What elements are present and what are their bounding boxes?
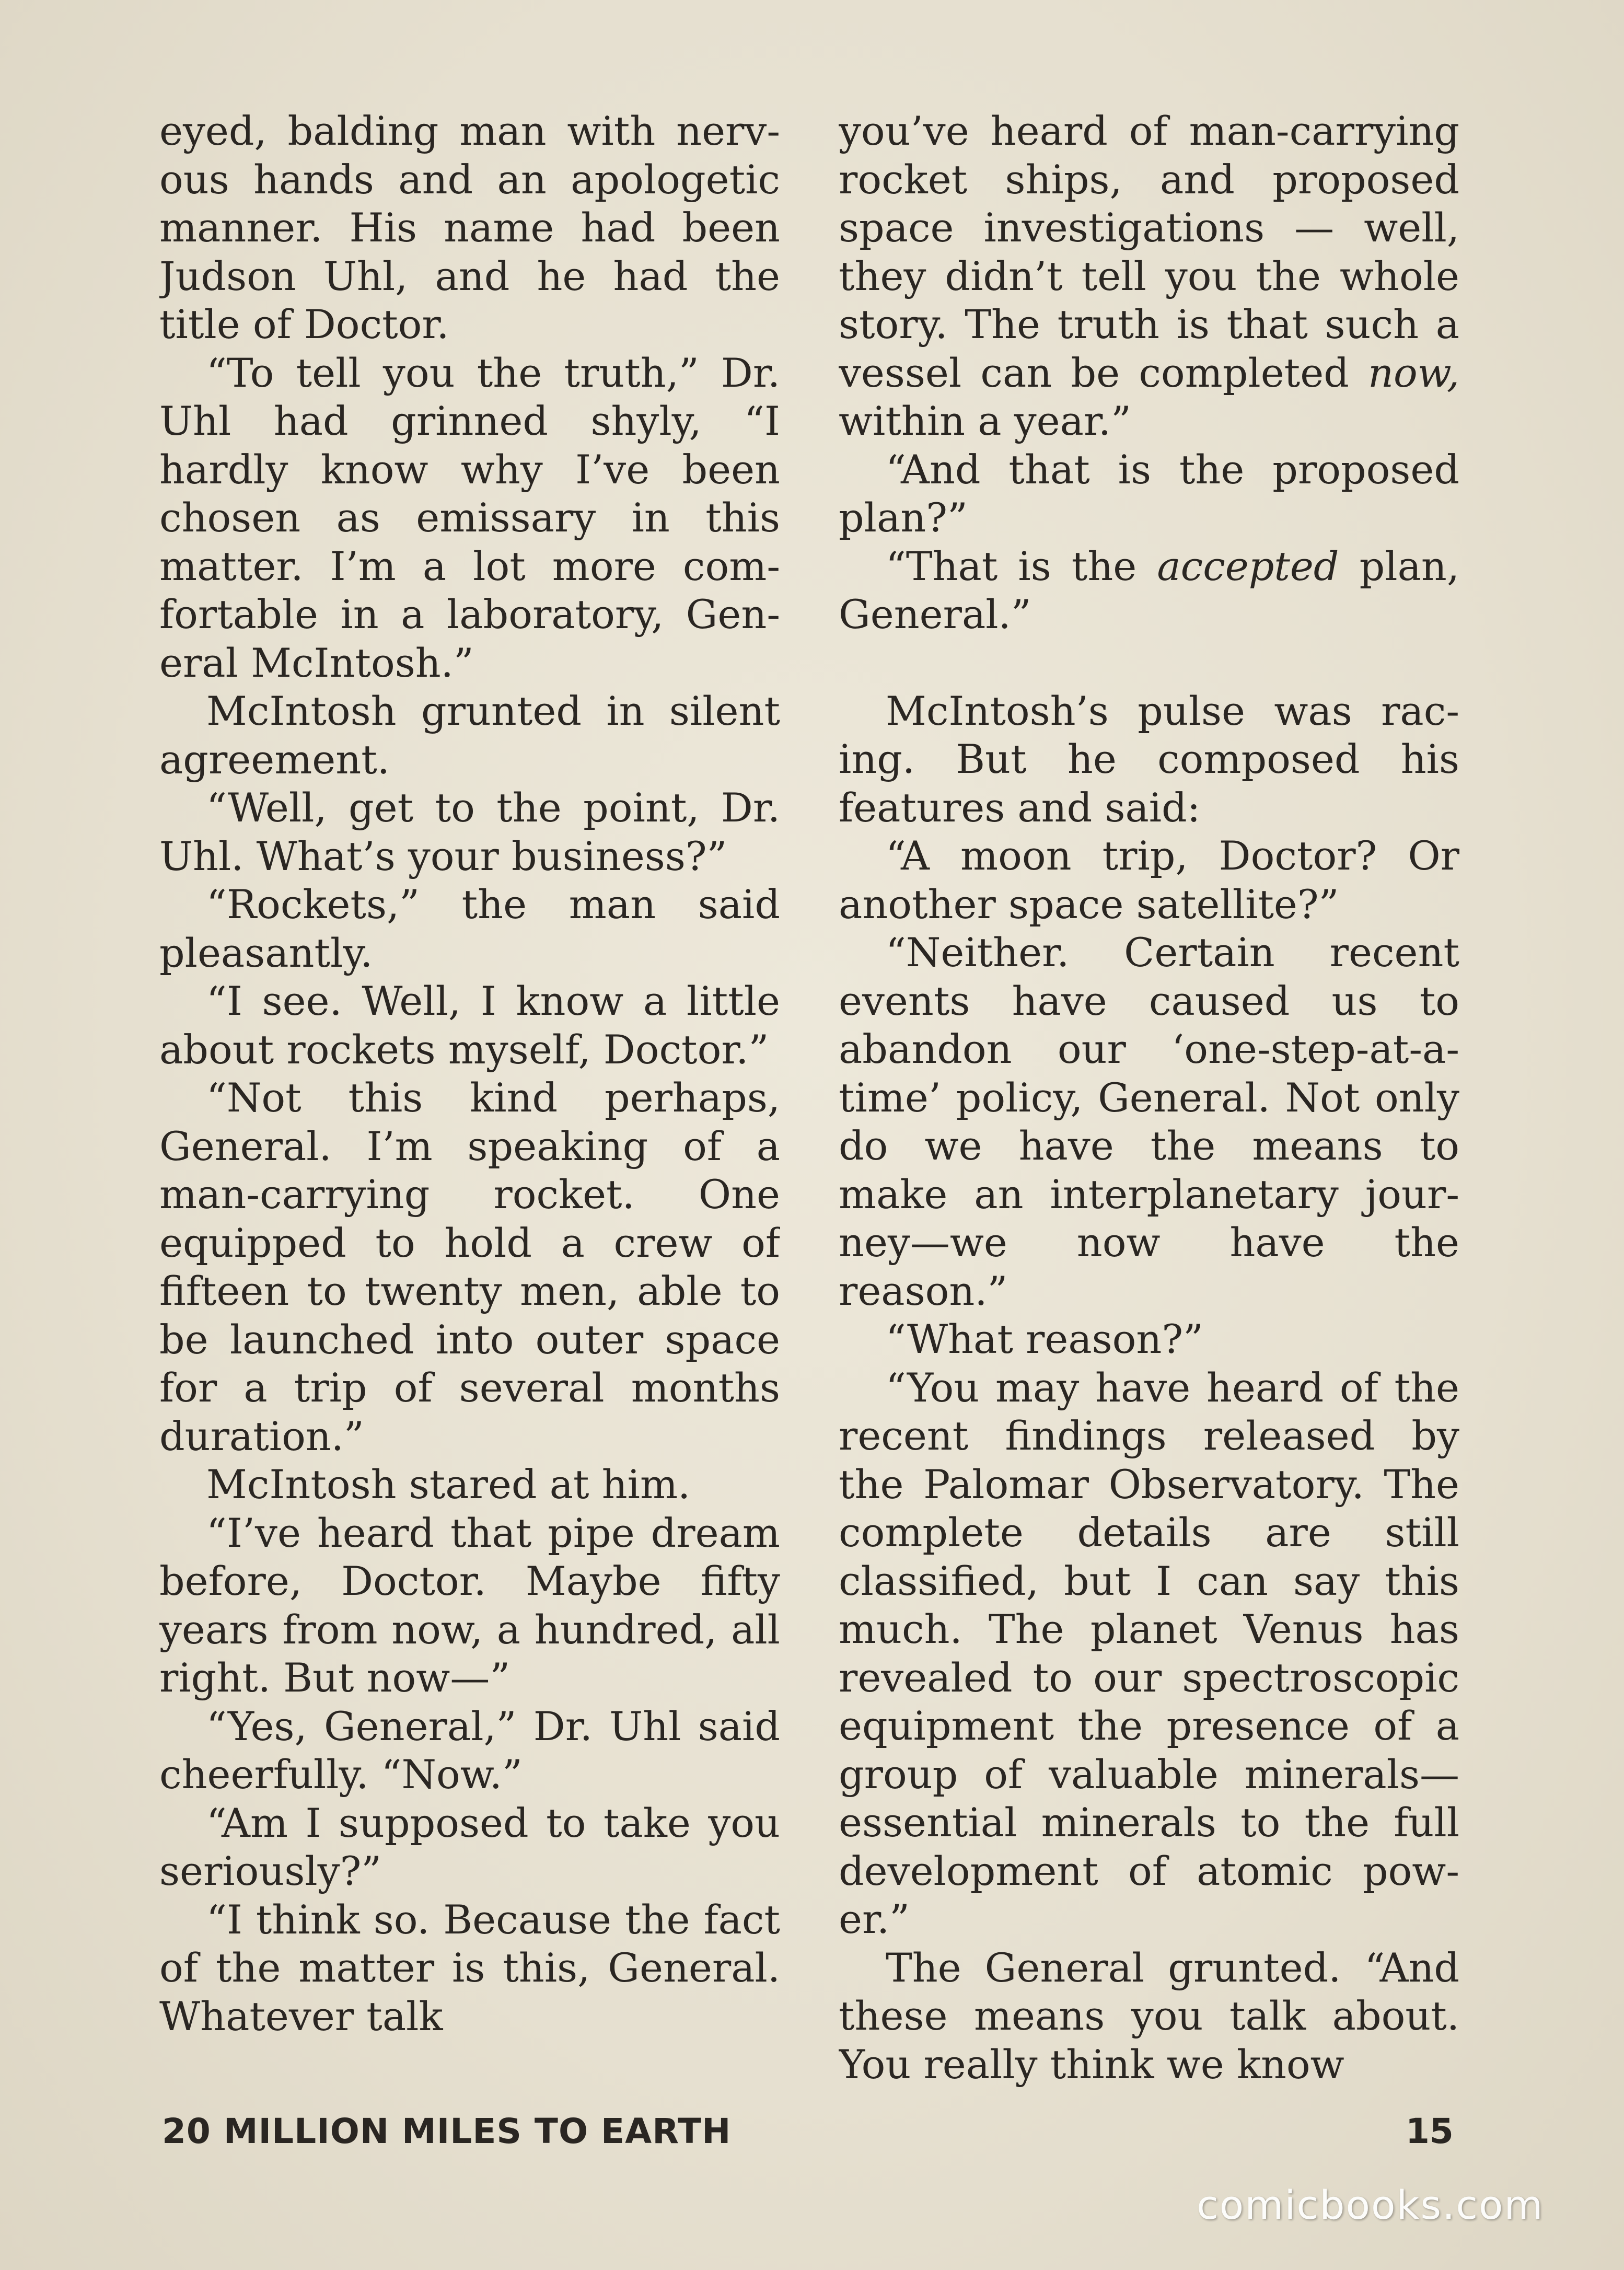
paragraph: “What reason?” [886, 1316, 1203, 1362]
paragraph: “Rockets,” the man said pleasantly. [159, 881, 780, 976]
paragraph: “Yes, General,” Dr. Uhl said cheerfully. “Now.” [159, 1702, 780, 1798]
paragraph: “Not this kind perhaps, General. I’m speaking of a man-carrying rocket. One equipped to hold a crew of fifteen to twenty men, able to be launched into outer space for a trip of several months duration.” [159, 1074, 780, 1460]
paragraph: McIntosh grunted in silent agreement. [159, 688, 780, 783]
paragraph: “And that is the proposed plan?” [839, 446, 1459, 541]
page-number: 15 [1406, 2111, 1454, 2151]
paragraph: “Well, get to the point, Dr. Uhl. What’s your business?” [159, 784, 780, 879]
running-footer-title: 20 MILLION MILES TO EARTH [162, 2111, 732, 2151]
paragraph: “I’ve heard that pipe dream before, Doctor. Maybe fifty years from now, a hundred, all right. But now—” [159, 1509, 780, 1701]
right-text-column [839, 107, 1459, 2093]
paragraph: eyed, balding man with nervous hands and an apologetic manner. His name had been Judson Uhl, and he had the title of Doctor. [159, 108, 780, 348]
paragraph: The General grunted. “And these means you talk about. You really think we know [839, 1944, 1459, 2088]
paragraph: “You may have heard of the recent findings released by the Palomar Observatory. The complete details are still classified, but I can say this much. The planet Venus has revealed to our spectroscopic equipment the presence of a group of valuable minerals—essential minerals to the full development of atomic power.” [839, 1364, 1459, 1942]
paragraph: “I see. Well, I know a little about rockets myself, Doctor.” [159, 978, 780, 1073]
paragraph: “A moon trip, Doctor? Or another space satellite?” [839, 832, 1459, 928]
paragraph: “Neither. Certain recent events have caused us to abandon our ‘one-step-at-a-time’ policy, General. Not only do we have the means to make an interplanetary journey—we now have the reason.” [839, 929, 1459, 1314]
paragraph: “I think so. Because the fact of the matter is this, General. Whatever talk [159, 1896, 780, 2040]
paragraph: McIntosh stared at him. [206, 1461, 691, 1508]
paragraph: “To tell you the truth,” Dr. Uhl had grinned shyly, “I hardly know why I’ve been chosen as emissary in this matter. I’m a lot more comfortable in a laboratory, General McIntosh.” [159, 349, 780, 686]
paragraph: “Am I supposed to take you seriously?” [159, 1799, 780, 1894]
left-text-column [159, 107, 780, 2093]
paragraph: you’ve heard of man-carrying rocket ships, and proposed space investigations — well, they didn’t tell you the whole story. The truth is that such a vessel can be completed now, within a year.” [839, 108, 1459, 444]
paragraph: McIntosh’s pulse was racing. But he composed his features and said: [839, 687, 1459, 831]
paragraph: “That is the accepted plan, General.” [839, 542, 1459, 638]
site-watermark[interactable]: comicbooks.com [1197, 2182, 1544, 2228]
